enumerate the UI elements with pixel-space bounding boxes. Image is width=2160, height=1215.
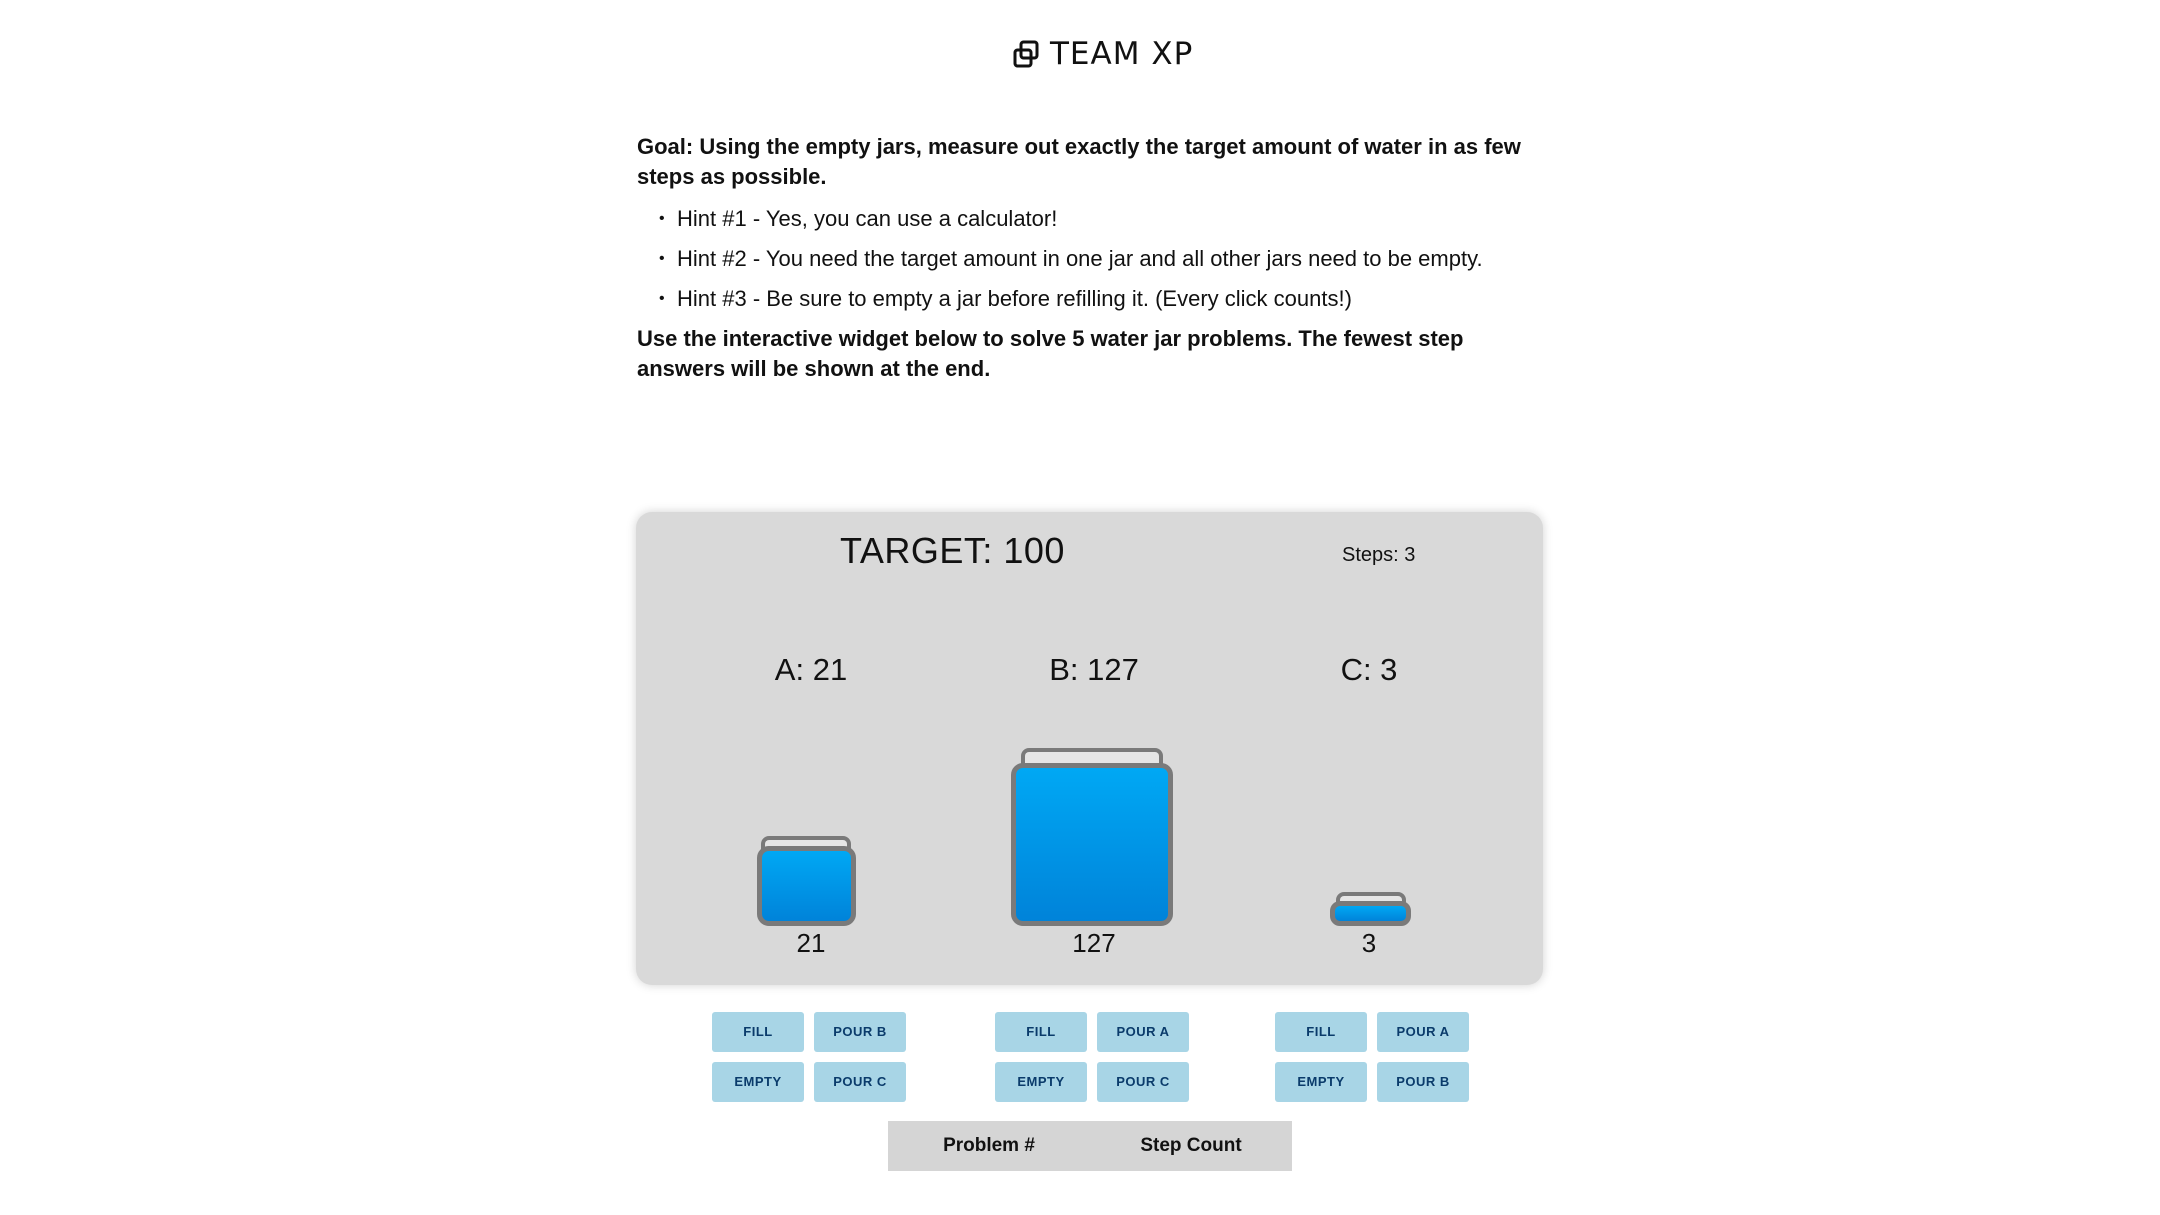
jar-b-label: B: 127 [1049, 652, 1139, 687]
jar-b-empty-button[interactable]: EMPTY [995, 1062, 1087, 1102]
jar-c-pour-a-button[interactable]: POUR A [1377, 1012, 1469, 1052]
jar-c-fill-button[interactable]: FILL [1275, 1012, 1367, 1052]
brand-name: TEAM XP [1050, 36, 1194, 72]
jar-a-pour-b-button[interactable]: POUR B [814, 1012, 906, 1052]
brand-logo [1012, 36, 1193, 72]
jar-b-fill-button[interactable]: FILL [995, 1012, 1087, 1052]
jar-c-value: 3 [1361, 928, 1377, 958]
target-label: TARGET: 100 [840, 530, 1065, 571]
jar-b-pour-a-button[interactable]: POUR A [1097, 1012, 1189, 1052]
jar-c-body [1330, 901, 1411, 926]
jar-a-label: A: 21 [774, 652, 848, 687]
steps-counter: Steps: 3 [1342, 544, 1416, 566]
score-table-header [888, 1121, 1292, 1171]
widget-instructions: Use the interactive widget below to solve 5 water jar problems. The fewest step answers will be shown at the end. [637, 326, 1464, 381]
jar-a-body [757, 846, 856, 926]
jar-c-empty-button[interactable]: EMPTY [1275, 1062, 1367, 1102]
instructions-section [637, 132, 1547, 384]
jar-a-empty-button[interactable]: EMPTY [712, 1062, 804, 1102]
hint-item: • Hint #3 - Be sure to empty a jar before refilling it. (Every click counts!) [637, 284, 1547, 314]
hint-item: • Hint #2 - You need the target amount in one jar and all other jars need to be empty. [637, 244, 1547, 274]
jar-b-body [1011, 763, 1173, 926]
column-header-problem: Problem # [943, 1135, 1035, 1156]
goal-text: Goal: Using the empty jars, measure out exactly the target amount of water in as few steps as possible. [637, 134, 1521, 189]
jar-a-value: 21 [796, 928, 826, 958]
jar-b-value: 127 [1072, 928, 1116, 958]
jar-a-pour-c-button[interactable]: POUR C [814, 1062, 906, 1102]
column-header-step-count: Step Count [1140, 1135, 1242, 1156]
jar-c-label: C: 3 [1340, 652, 1398, 687]
jar-b-pour-c-button[interactable]: POUR C [1097, 1062, 1189, 1102]
hint-item: • Hint #1 - Yes, you can use a calculator! [637, 204, 1547, 234]
jar-a-fill-button[interactable]: FILL [712, 1012, 804, 1052]
overlapping-squares-icon [1012, 40, 1040, 68]
water-jar-widget [636, 512, 1543, 985]
hint-list [637, 204, 1547, 314]
jar-c-pour-b-button[interactable]: POUR B [1377, 1062, 1469, 1102]
